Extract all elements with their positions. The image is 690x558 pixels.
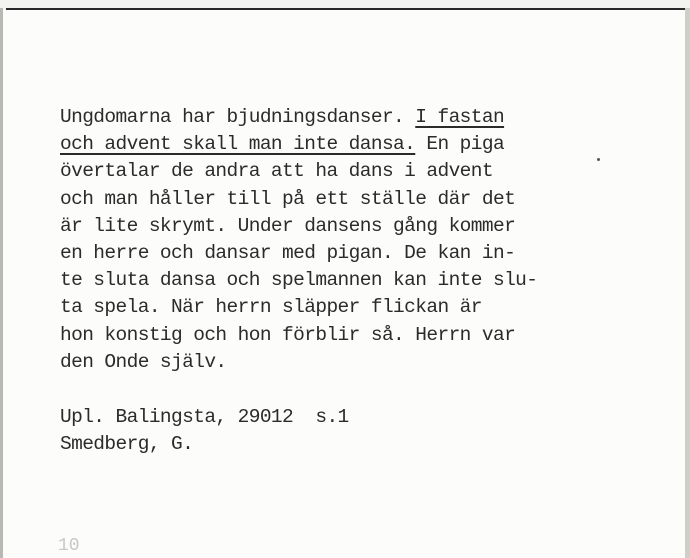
card-body-text [60,104,537,376]
text-line-2: och advent skall man inte dansa. En piga [60,133,505,156]
text-line-6: en herre och dansar med pigan. De kan in- [60,241,516,264]
underlined-phrase: och advent skall man inte dansa. [60,133,416,156]
underlined-phrase: I fastan [415,106,505,128]
text-line-5: är lite skrymt. Under dansens gång kommer [60,214,516,237]
text-line-3: övertalar de andra att ha dans i advent [60,160,493,183]
card-top-rule [6,8,690,10]
faint-card-number: 10 [58,536,80,556]
card-left-edge [0,8,3,558]
text-line-10: den Onde själv. [60,350,227,373]
stray-ink-mark [597,158,600,161]
text-line-9: hon konstig och hon förblir så. Herrn var [60,323,516,346]
source-block [60,404,349,458]
source-location-line: Upl. Balingsta, 29012 s.1 [60,406,349,428]
text-line-8: ta spela. När herrn släpper flickan är [60,296,482,319]
text-line-1: Ungdomarna har bjudningsdanser. I fastan [60,106,505,128]
text-line-4: och man håller till på ett ställe där det [60,187,516,210]
text-line-7: te sluta dansa och spelmannen kan inte slu- [60,269,538,292]
card-right-edge [685,8,690,558]
collector-name-line: Smedberg, G. [60,433,194,456]
